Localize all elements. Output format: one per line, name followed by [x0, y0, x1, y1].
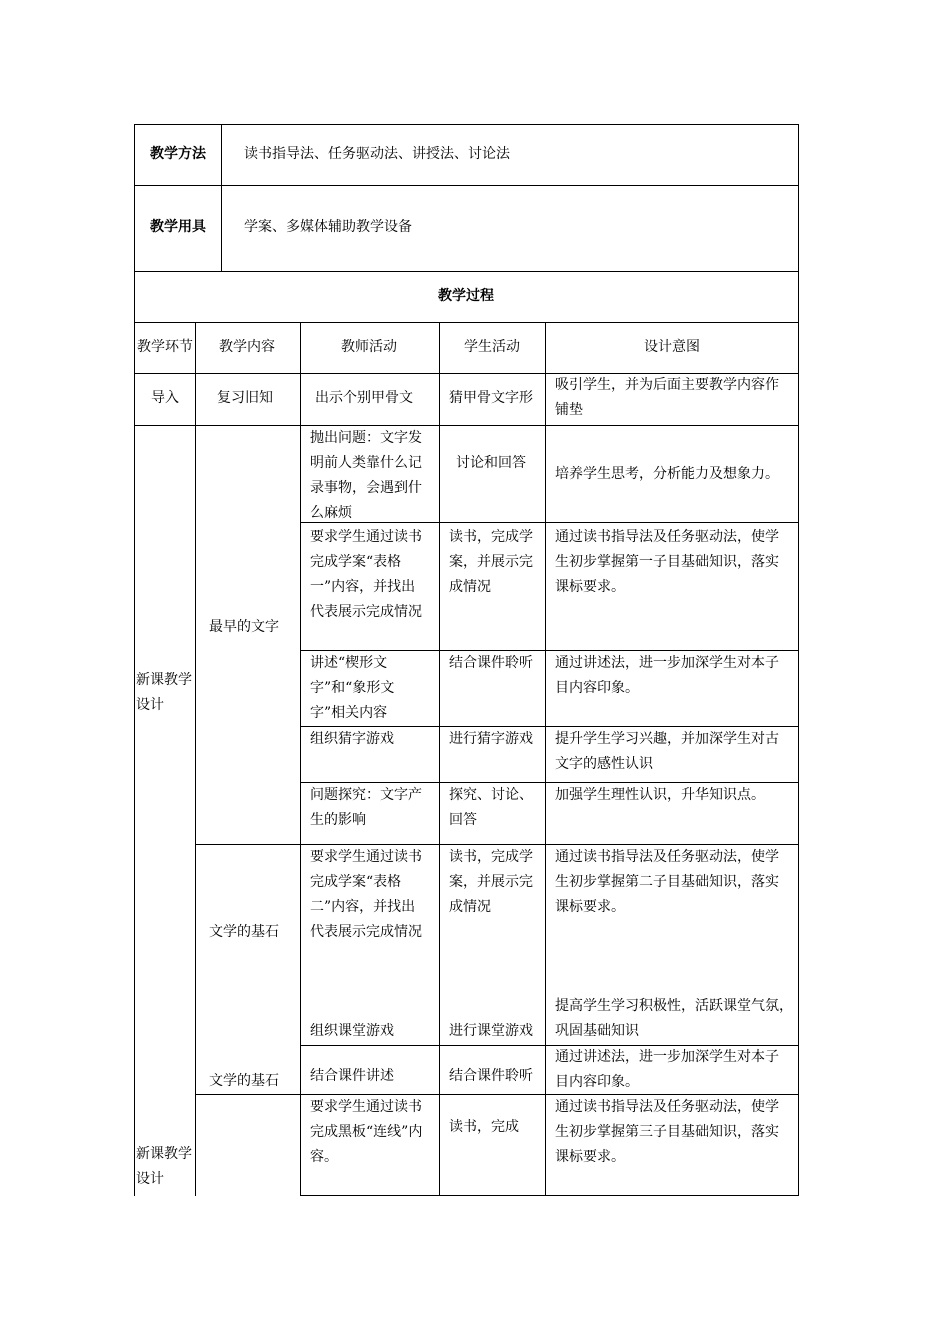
s1-row2-student: 读书，完成学案，并展示完成情况 — [449, 529, 533, 595]
process-title: 教学过程 — [438, 288, 494, 304]
tools-value: 学案、多媒体辅助教学设备 — [244, 219, 412, 235]
s1-row3-teacher: 讲述“楔形文字”和“象形文字”相关内容 — [310, 655, 395, 721]
intro-student: 猜甲骨文字形 — [449, 390, 533, 406]
s1-row3-student: 结合课件聆听 — [449, 655, 533, 671]
header-student: 学生活动 — [464, 339, 520, 355]
header-content: 教学内容 — [219, 339, 275, 355]
s2-teacher-c: 结合课件讲述 — [310, 1068, 394, 1084]
s1-row4-intent: 提升学生学习兴趣，并加深学生对古文字的感性认识 — [555, 731, 779, 772]
s1-row1-teacher: 抛出问题：文字发明前人类靠什么记录事物，会遇到什么麻烦 — [310, 430, 422, 521]
intro-teacher: 出示个别甲骨文 — [315, 390, 413, 406]
s3-stage: 新课教学设计 — [136, 1146, 192, 1187]
s1-row1-student: 讨论和回答 — [456, 455, 526, 471]
s1-row3-intent: 通过讲述法，进一步加深学生对本子目内容印象。 — [555, 655, 779, 696]
s2-student-c: 结合课件聆听 — [449, 1068, 533, 1084]
method-label: 教学方法 — [150, 146, 206, 162]
s2-teacher-a: 要求学生通过读书完成学案“表格二”内容，并找出代表展示完成情况 — [310, 849, 422, 940]
s1-row5-student: 探究、讨论、回答 — [449, 787, 533, 828]
intro-intent: 吸引学生，并为后面主要教学内容作铺垫 — [555, 377, 779, 418]
s2-student-b: 进行课堂游戏 — [449, 1023, 533, 1039]
s1-row4-student: 进行猜字游戏 — [449, 731, 533, 747]
s1-row5-intent: 加强学生理性认识，升华知识点。 — [555, 787, 765, 803]
s3-intent: 通过读书指导法及任务驱动法，使学生初步掌握第三子目基础知识，落实课标要求。 — [555, 1099, 779, 1165]
s3-student: 读书，完成 — [449, 1119, 519, 1135]
s2-intent-b: 提高学生学习积极性，活跃课堂气氛，巩固基础知识 — [555, 998, 793, 1039]
s1-row2-teacher: 要求学生通过读书完成学案“表格一”内容，并找出代表展示完成情况 — [310, 529, 422, 620]
section1-content: 最早的文字 — [209, 619, 279, 635]
new-stage-label: 新课教学设计 — [136, 672, 192, 713]
s2-intent-c: 通过讲述法，进一步加深学生对本子目内容印象。 — [555, 1049, 779, 1090]
s3-teacher: 要求学生通过读书完成黑板“连线”内容。 — [310, 1099, 423, 1165]
s1-row4-teacher: 组织猜字游戏 — [310, 731, 394, 747]
intro-content: 复习旧知 — [217, 390, 273, 406]
s1-row2-intent: 通过读书指导法及任务驱动法，使学生初步掌握第一子目基础知识，落实课标要求。 — [555, 529, 779, 595]
intro-stage: 导入 — [151, 390, 179, 406]
header-stage: 教学环节 — [137, 339, 193, 355]
s1-row1-intent: 培养学生思考，分析能力及想象力。 — [555, 466, 779, 482]
header-teacher: 教师活动 — [341, 339, 397, 355]
s2-teacher-b: 组织课堂游戏 — [310, 1023, 394, 1039]
section2-content: 文学的基石 — [209, 924, 279, 940]
s2-content-c: 文学的基石 — [209, 1073, 279, 1089]
s2-intent-a: 通过读书指导法及任务驱动法，使学生初步掌握第二子目基础知识，落实课标要求。 — [555, 849, 779, 915]
s2-student-a: 读书，完成学案，并展示完成情况 — [449, 849, 533, 915]
header-intent: 设计意图 — [644, 339, 700, 355]
method-value: 读书指导法、任务驱动法、讲授法、讨论法 — [244, 146, 510, 162]
s1-row5-teacher: 问题探究：文字产生的影响 — [310, 787, 422, 828]
tools-label: 教学用具 — [150, 219, 206, 235]
